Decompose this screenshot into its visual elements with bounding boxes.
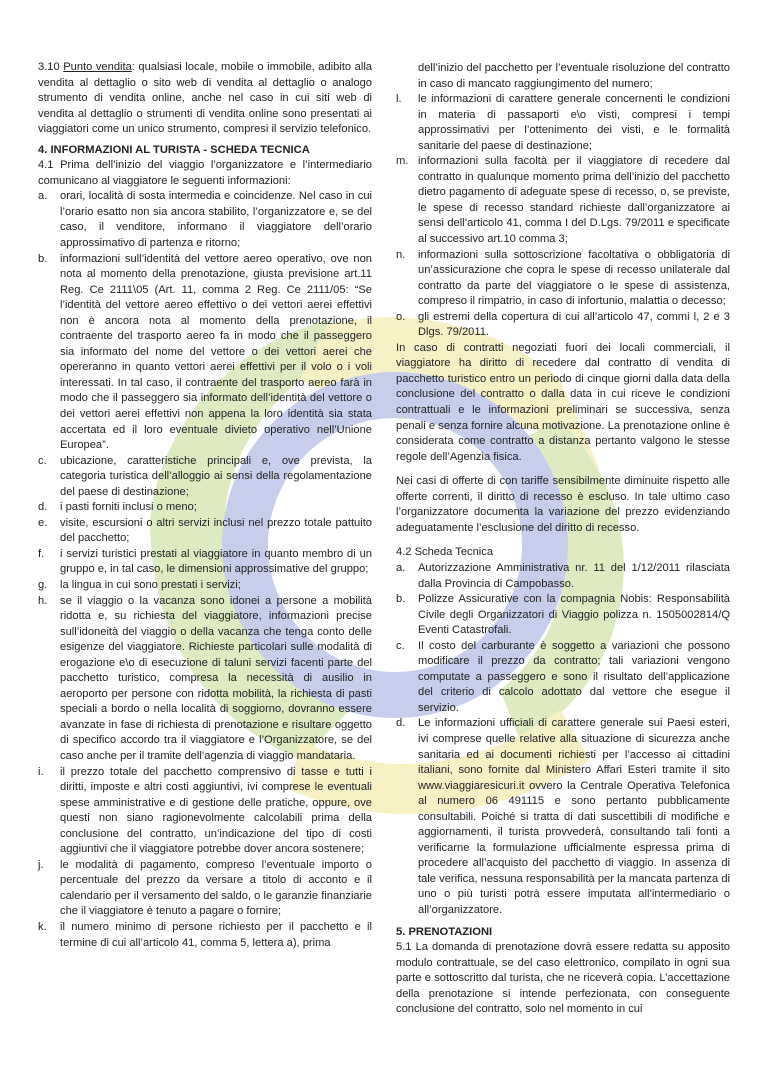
section-number: 3.10: [38, 61, 60, 73]
list-marker: f.: [38, 547, 45, 560]
list-item-k: [38, 920, 372, 951]
list-text: la lingua in cui sono prestati i servizi;: [60, 579, 241, 591]
list-marker: h.: [38, 594, 48, 607]
right-column: [396, 61, 730, 1018]
list-text: visite, escursioni o altri servizi inclusi nel prezzo totale pattuito del pacchetto;: [60, 516, 372, 545]
heading-section-5: 5. PRENOTAZIONI: [396, 925, 493, 938]
list-marker: l.: [396, 93, 402, 106]
list-item-g: [38, 578, 372, 594]
list-item-h: [38, 594, 372, 765]
list-marker: d.: [38, 501, 48, 514]
scheda-item-b: [396, 592, 730, 639]
list-item-a: [38, 189, 372, 251]
section-3-10-text: : qualsiasi locale, mobile o immobile, adibito alla vendita al dettaglio o sito web di vendita al dettaglio o analogo strumento di vendita online, anche nel caso in cui siti web di vendita al dettaglio o strumenti di vendita online sono presentati ai viaggiatori come un unico strumento, compresi il servizio telefonico.: [38, 61, 372, 136]
list-text: le informazioni di carattere generale concernenti le condizioni in materia di passaporti e\o visti, compresi i tempi approssimativi per l’ottenimento dei visti, e le formalità sanitarie del paese di destinazione;: [418, 93, 730, 152]
heading-4-2: 4.2 Scheda Tecnica: [396, 546, 494, 559]
heading-section-4: 4. INFORMAZIONI AL TURISTA - SCHEDA TECNICA: [38, 143, 310, 156]
list-item-i: [38, 765, 372, 858]
list-item-b: [38, 252, 372, 454]
list-text: se il viaggio o la vacanza sono idonei a persone a mobilità ridotta e, su richiesta del viaggiatore, informazioni precise sull’idoneità del viaggio o della vacanza che tenga conto delle esigenze del viaggiatore. Richieste particolari sulle modalità di erogazione e\o di esecuzione di taluni servizi facenti parte del pacchetto turistico, compresa la necessità di ausilio in aeroporto per persone con ridotta mobilità, la richiesta di pasti speciali a bordo o nella località di soggiorno, dovranno essere avanzate in fase di richiesta di prenotazione e risultare oggetto di specifico accordo tra il viaggiatore e l’Organizzatore, se del caso anche per il tramite dell’agenzia di viaggio mandataria.: [60, 594, 372, 763]
list-text: Il costo del carburante è soggetto a variazioni che possono modificare il prezzo da contratto; tali variazioni vengono computate a passeggero e sono il risultato dell’applicazione del criterio di calcolo adottato dal vettore che esegue il servizio.: [418, 639, 730, 714]
list-marker: n.: [396, 248, 406, 261]
paragraph-5-1: 5.1 La domanda di prenotazione dovrà essere redatta su apposito modulo contrattuale, se del caso elettronico, compilato in ogni sua parte e sottoscritto dal turista, che ne riceverà copia. L’accettazione della prenotazione si intende perfezionata, con conseguente conclusione del contratto, solo nel momento in cui: [396, 941, 730, 1016]
list-text: orari, località di sosta intermedia e coincidenze. Nel caso in cui l’orario esatto non sia ancora stabilito, l’organizzatore e, se del caso, il venditore, informano il viaggiatore dell’orario approssimativo di partenza e ritorno;: [60, 190, 372, 249]
list-marker: k.: [38, 921, 47, 934]
paragraph-fuori-locali: In caso di contratti negoziati fuori dei locali commerciali, il viaggiatore ha diritto di recedere dal contratto di vendita di pacchetto turistico entro un periodo di cinque giorni dalla data della conclusione del contratto o dalla data in cui riceve le condizioni contrattuali e le informazioni preliminari se successiva, senza penali e senza fornire alcuna motivazione. La prenotazione online è considerata come contratto a distanza pertanto valgono le stesse regole dell’Agenzia fisica.: [396, 341, 730, 463]
list-text: Autorizzazione Amministrativa nr. 11 del 1/12/2011 rilasciata dalla Provincia di Campobasso.: [418, 561, 730, 590]
paragraph-4-1: 4.1 Prima dell’inizio del viaggio l’organizzatore e l’intermediario comunicano al viaggiatore le seguenti informazioni:: [38, 159, 372, 187]
list-item-f: [38, 547, 372, 578]
list-item-k-continued: dell’inizio del pacchetto per l’eventuale risoluzione del contratto in caso di mancato raggiungimento del numero;: [418, 62, 730, 90]
scheda-item-a: [396, 561, 730, 592]
list-text: il prezzo totale del pacchetto comprensivo di tasse e tutti i diritti, imposte e altri costi aggiuntivi, ivi comprese le eventuali spese amministrative e di gestione delle pratiche, oppure, ove questi non siano ragionevolmente calcolabili prima della conclusione del contratto, un’indicazione del tipo di costi aggiuntivi che il viaggiatore potrebbe dover ancora sostenere;: [60, 765, 372, 856]
list-item-o: [396, 310, 730, 341]
list-item-d: [38, 500, 372, 516]
list-marker: a.: [38, 190, 48, 203]
section-3-10: [38, 60, 372, 138]
list-text: informazioni sull’identità del vettore aereo operativo, ove non nota al momento della prenotazione, giusta previsione art.11 Reg. Ce 2111\05 (Art. 11, comma 2 Reg. Ce 2111/05: “Se l’identità del vettore aereo effettivo o dei vettori aerei effettivi non è ancora nota al momento della prenotazione, il contraente del trasporto aereo fa in modo che il passeggero sia informato del nome del vettore o dei vettori aerei che opereranno in quanto vettori aerei effettivi per il volo o i voli interessati. In tal caso, il contraente del trasporto aereo farà in modo che il passeggero sia informato dell’identità del vettore o dei vettori aerei effettivi non appena la loro identità sia stata accertata ed il loro eventuale divieto operativo nell’Unione Europea”.: [60, 252, 372, 452]
list-item-m: [396, 154, 730, 247]
list-marker: a.: [396, 561, 406, 574]
scheda-item-d: [396, 716, 730, 918]
list-marker: b.: [38, 252, 48, 265]
list-marker: e.: [38, 516, 48, 529]
list-marker: i.: [38, 765, 44, 778]
list-text: i servizi turistici prestati al viaggiatore in quanto membro di un gruppo e, in tal caso, le dimensioni approssimative del gruppo;: [60, 547, 372, 576]
list-marker: o.: [396, 310, 406, 323]
list-item-j: [38, 858, 372, 920]
list-item-c: [38, 454, 372, 501]
list-text: informazioni sulla sottoscrizione facoltativa o obbligatoria di un’assicurazione che copra le spese di recesso unilaterale dal contratto da parte del viaggiatore o le spese di assistenza, compreso il rimpatrio, in caso di infortunio, malattia o decesso;: [418, 248, 730, 308]
paragraph-offerte: Nei casi di offerte di con tariffe sensibilmente diminuite rispetto alle offerte correnti, il diritto di recesso è escluso. In tale ultimo caso l’organizzatore documenta la variazione del prezzo evidenziando adeguatamente l’esclusione del diritto di recesso.: [396, 475, 730, 534]
list-text: Polizze Assicurative con la compagnia Nobis: Responsabilità Civile degli Organizzatori di Viaggio polizza n. 1505002814/Q Eventi Catastrofali.: [418, 593, 730, 637]
list-item-n: [396, 248, 730, 310]
list-marker: c.: [396, 639, 405, 652]
list-marker: d.: [396, 717, 406, 730]
list-item-l: [396, 92, 730, 154]
list-text: Le informazioni ufficiali di carattere generale sui Paesi esteri, ivi comprese quelle relative alla situazione di sicurezza anche sanitaria ed ai documenti richiesti per l’accesso ai cittadini italiani, sono fornite dal Ministero Affari Esteri tramite il sito www.viaggiaresicuri.it ovvero la Centrale Operativa Telefonica al numero 06 491115 e sono pertanto pubblicamente consultabili. Poiché si tratta di dati suscettibili di modifiche e aggiornamenti, il turista provvederà, consultando tali fonti a verificarne la formulazione ufficialmente espressa prima di procedere all’acquisto del pacchetto di viaggio. In assenza di tale verifica, nessuna responsabilità per la mancata partenza di uno o più turisti potrà essere imputata all’intermediario o all’organizzatore.: [418, 717, 730, 916]
list-text: ubicazione, caratteristiche principali e, ove prevista, la categoria turistica dell’alloggio ai sensi della regolamentazione del paese di destinazione;: [60, 454, 372, 498]
list-text: il numero minimo di persone richiesto per il pacchetto e il termine di cui all’articolo 41, comma 5, lettera a), prima: [60, 921, 372, 949]
term-punto-vendita: Punto vendita: [63, 61, 132, 73]
list-item-e: [38, 516, 372, 547]
scheda-item-c: [396, 639, 730, 717]
list-marker: c.: [38, 454, 47, 467]
list-text: le modalità di pagamento, compreso l’eventuale importo o percentuale del prezzo da versare a titolo di acconto e il calendario per il versamento del saldo, o le garanzie finanziarie che il viaggiatore è tenuto a pagare o fornire;: [60, 858, 372, 918]
list-marker: g.: [38, 579, 48, 591]
list-marker: b.: [396, 593, 406, 606]
list-marker: m.: [396, 155, 409, 168]
list-text: informazioni sulla facoltà per il viaggiatore di recedere dal contratto in qualunque momento prima dell’inizio del pacchetto dietro pagamento di adeguate spese di recesso, o, se previste, le spese di recesso standard richieste dall’organizzatore ai sensi dell’articolo 41, comma I del D.Lgs. 79/2011 e specificate al successivo art.10 comma 3;: [418, 155, 730, 246]
list-text: i pasti forniti inclusi o meno;: [60, 501, 197, 514]
list-marker: j.: [38, 858, 44, 871]
left-column: [38, 60, 372, 951]
list-text: gli estremi della copertura di cui all’articolo 47, commi l, 2 e 3 Dlgs. 79/2011.: [418, 310, 730, 339]
